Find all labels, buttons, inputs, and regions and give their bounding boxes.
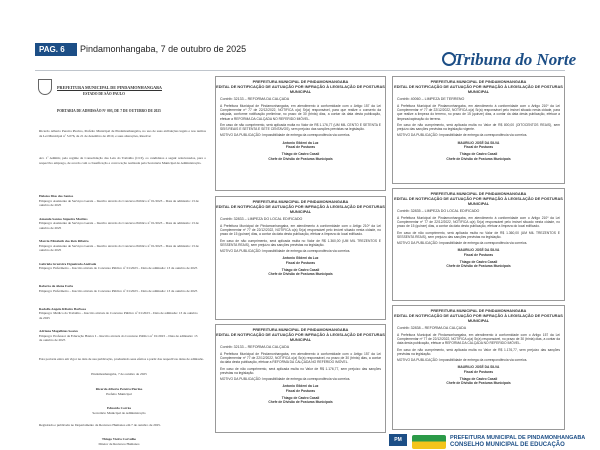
newspaper-logo: Tribuna do Norte bbox=[454, 50, 577, 69]
notice-signature-role: Fiscal de Posturas bbox=[463, 369, 494, 374]
notice-title: PREFEITURA MUNICIPAL DE PINDAMONHANGABA EDITAL DE NOTIFICAÇÃO DE AUTUAÇÃO POR INFRAÇÃO À LEGISLAÇÃO DE POSTURAS MUNICIPAL bbox=[216, 327, 385, 342]
notice-paragraph-1: A Prefeitura Municipal de Pindamonhangaba, em atendimento à conformidade com o Artigo 157 da Lei Complementar nº 77 de 22/12/2022, NOTIFICA o(a) Sr(a) responsável, no prazo de 30 (trinta) dias, a contar da data desta publicação, efetuar a REFORMA DA CALÇADA NO REFERIDO IMÓVEL. bbox=[220, 351, 381, 365]
notice-box bbox=[215, 76, 386, 191]
notice-signature-2: Thiago de Castro Casali bbox=[459, 152, 498, 157]
notice-signature: Antonio Gildeni da Luz bbox=[282, 256, 319, 261]
notice-signature-role: Fiscal de Posturas bbox=[285, 145, 316, 150]
notice-paragraph-2: Em caso de não cumprimento, será aplicada multa no Valor de R$ 1.176,77, sem prejuízo das sanções previstas na legislação. bbox=[397, 347, 560, 356]
signature-hr-director: Thiago Vieira Carvalho bbox=[101, 437, 137, 441]
portaria-header-title: PREFEITURA MUNICIPAL DE PINDAMONHANGABA bbox=[57, 85, 162, 90]
signature-secretary: Eduardo Corrêa bbox=[106, 406, 132, 410]
coat-of-arms-icon bbox=[38, 79, 52, 95]
notice-title: PREFEITURA MUNICIPAL DE PINDAMONHANGABA EDITAL DE NOTIFICAÇÃO DE AUTUAÇÃO POR INFRAÇÃO À LEGISLAÇÃO DE POSTURAS MUNICIPAL bbox=[394, 308, 563, 323]
flag-icon bbox=[412, 435, 446, 449]
notice-contributor: Contrib: 32133 – REFORMA DA CALÇADA bbox=[220, 345, 290, 350]
portaria-header-subtitle: ESTADO DE SÃO PAULO bbox=[83, 92, 125, 96]
notice-signature-role: Fiscal de Posturas bbox=[285, 388, 316, 393]
admission-item bbox=[39, 284, 199, 293]
notice-box bbox=[392, 305, 565, 430]
signature-secretary-role: Secretário Municipal de Administração bbox=[92, 411, 146, 415]
notice-paragraph-1: A Prefeitura Municipal de Pindamonhangaba, em atendimento à conformidade com o Artigo 210º da Lei Complementar nº 77 de 22/12/2022, NOTIFICA o(a) Sr(a) responsável pelo imóvel situado nesta cidade, para que realize a limpeza do terreno, no prazo de 15 (quinze) dias, a contar da data desta publicação, efetuar a limpeza/capinação do terreno. bbox=[397, 103, 560, 121]
pm-logo-badge: PM bbox=[389, 434, 407, 446]
notice-signature-2-role: Chefe de Divisão de Posturas Municipais bbox=[446, 381, 511, 386]
notice-paragraph-3: MOTIVO DA PUBLICAÇÃO: Impossibilidade de entrega da correspondência via correios. bbox=[220, 249, 351, 254]
admission-item-detail: Emprego: Assistente de Serviços Gerais – Inscrito através do Concurso Público nº 01/2023 – Data de admissão: 13 de outubro de 2025 bbox=[39, 221, 199, 230]
notice-paragraph-2: Em caso de não cumprimento, será aplicada multa no Valor de R$ 1.360,00 (UM MIL TREZENTOS E SESSENTA REAIS), sem prejuízo das sanções previstas na legislação. bbox=[397, 230, 560, 239]
notice-signature-role: Fiscal de Posturas bbox=[463, 145, 494, 150]
notice-signature-2-role: Chefe de Divisão de Posturas Municipais bbox=[446, 156, 511, 161]
notice-signature-2-role: Chefe de Divisão de Posturas Municipais bbox=[268, 272, 333, 277]
portaria-closing: Esta portaria entra em vigor na data de sua publicação, produzindo seus efeitos a partir das respectivas datas de admissão. bbox=[39, 357, 205, 361]
notice-contributor: Contrib: 32833 – LIMPEZA DO LOCAL EDIFICADO bbox=[220, 217, 303, 222]
portaria-column bbox=[35, 76, 210, 450]
notice-title: PREFEITURA MUNICIPAL DE PINDAMONHANGABA EDITAL DE NOTIFICAÇÃO DE AUTUAÇÃO POR INFRAÇÃO À LEGISLAÇÃO DE POSTURAS MUNICIPAL bbox=[216, 79, 385, 94]
notice-signature: Antonio Gildeni da Luz bbox=[282, 140, 319, 145]
notice-box bbox=[215, 324, 386, 433]
portaria-title: PORTARIA DE ADMISSÃO Nº 003, DE 7 DE OUTUBRO DE 2025 bbox=[57, 109, 161, 113]
notice-signature-2: Thiago de Castro Casali bbox=[459, 260, 498, 265]
notice-paragraph-1: A Prefeitura Municipal de Pindamonhangaba, em atendimento à conformidade com o Artigo 157 da Lei Complementar nº 77 de 22/12/2022, NOTIFICA o(a) Sr(a) responsável, no prazo de 30 (trinta) dias, a contar da data desta publicação, efetuar a REFORMA DA CALÇADA NO REFERIDO IMÓVEL. bbox=[397, 332, 560, 346]
admission-item-detail: Emprego: Enfermeiro – Inscrito através do Concurso Público nº 01/2023 – Data de admissão: 13 de outubro de 2025 bbox=[39, 288, 198, 293]
admission-item bbox=[39, 194, 199, 208]
cme-banner-line1: PREFEITURA MUNICIPAL DE PINDAMONHANGABA bbox=[450, 435, 586, 441]
signature-mayor-role: Prefeito Municipal bbox=[106, 392, 132, 396]
notice-contributor: Contrib: 32835 – LIMPEZA DO LOCAL EDIFICADO bbox=[397, 209, 480, 214]
admission-item-name: Roberta de Alena Faria bbox=[39, 284, 73, 288]
admission-item bbox=[39, 217, 199, 231]
admission-item bbox=[39, 262, 199, 271]
admission-item-detail: Emprego: Assistente de Serviços Gerais – Inscrito através do Concurso Público nº 01/2023 – Data de admissão: 13 de outubro de 2025 bbox=[39, 198, 199, 207]
header-divider bbox=[35, 70, 565, 71]
portaria-register-note: Registrada e publicada no Departamento de Recursos Humanos em 7 de outubro de 2025. bbox=[39, 423, 161, 427]
notice-title: PREFEITURA MUNICIPAL DE PINDAMONHANGABA EDITAL DE NOTIFICAÇÃO DE AUTUAÇÃO POR INFRAÇÃO À LEGISLAÇÃO DE POSTURAS MUNICIPAL bbox=[394, 79, 563, 94]
notice-title: PREFEITURA MUNICIPAL DE PINDAMONHANGABA EDITAL DE NOTIFICAÇÃO DE AUTUAÇÃO POR INFRAÇÃO À LEGISLAÇÃO DE POSTURAS MUNICIPAL bbox=[216, 199, 385, 214]
notice-signature-2: Thiago de Castro Casali bbox=[459, 377, 498, 382]
notice-contributor: Contrib: 40060 – LIMPEZA DE TERRENO bbox=[397, 97, 465, 102]
notice-signature-role: Fiscal de Posturas bbox=[463, 252, 494, 257]
notice-contributor: Contrib: 32133 – REFORMA DA CALÇADA bbox=[220, 97, 290, 102]
notice-paragraph-3: MOTIVO DA PUBLICAÇÃO: Impossibilidade de entrega da correspondência via correios. bbox=[397, 133, 528, 138]
notice-paragraph-1: A Prefeitura Municipal de Pindamonhangaba, em atendimento à conformidade com o Artigo 157 da Lei Complementar nº 77 de 22/12/2022, NOTIFICA o(a) Sr(a) responsável, para que realize o conserto da calçada, conforme notificação preliminar, no prazo de 30 (trinta) dias, a contar da data desta publicação, efetuar a REFORMA DA CALÇADA NO REFERIDO IMÓVEL. bbox=[220, 103, 381, 121]
notice-paragraph-3: MOTIVO DA PUBLICAÇÃO: Impossibilidade de entrega da correspondência via correios. bbox=[397, 358, 528, 363]
notice-signature: MAURILIO JOSÉ DA SILVA bbox=[457, 140, 500, 145]
portaria-city-date: Pindamonhangaba, 7 de outubro de 2025 bbox=[91, 372, 147, 376]
admission-item-name: Adriana Magalhães Soares bbox=[39, 329, 78, 333]
notice-box bbox=[392, 188, 565, 301]
cme-banner-line2: CONSELHO MUNICIPAL DE EDUCAÇÃO bbox=[450, 442, 565, 448]
notice-paragraph-1: A Prefeitura Municipal de Pindamonhangaba, em atendimento à conformidade com o Artigo 210º da Lei Complementar nº 77 de 22/12/2022, NOTIFICA o(a) Sr(a) responsável pelo imóvel situado nesta cidade, no prazo de 15 (quinze) dias, a contar da data desta publicação, efetuar a limpeza do local edificado. bbox=[397, 215, 560, 229]
notice-contributor: Contrib: 32838 – REFORMA DA CALÇADA bbox=[397, 326, 467, 331]
notice-signature-2: Thiago de Castro Casali bbox=[281, 268, 320, 273]
notice-paragraph-2: Em caso de não cumprimento, será aplicada multa no Valor de R$ 800,00 (OITOCENTOS REAIS), sem prejuízo das sanções previstas na legislação vigente. bbox=[397, 122, 560, 132]
admission-item-detail: Emprego: Enfermeiro – Inscrito através do Concurso Público nº 01/2023 – Data de admissão: 13 de outubro de 2025 bbox=[39, 266, 198, 270]
notice-paragraph-3: MOTIVO DA PUBLICAÇÃO: Impossibilidade de entrega da correspondência via correios. bbox=[397, 241, 528, 246]
notice-signature-2: Thiago de Castro Casali bbox=[281, 396, 320, 401]
admission-item-name: Marcia Elizabeth dos Reis Ribeiro bbox=[39, 239, 89, 243]
dateline: Pindamonhangaba, 7 de outubro de 2025 bbox=[80, 44, 247, 54]
admission-item-name: Heloísa Dias dos Santos bbox=[39, 194, 74, 198]
notice-signature-2: Thiago de Castro Casali bbox=[281, 152, 320, 157]
notice-signature: MAURILIO JOSÉ DA SILVA bbox=[457, 365, 500, 370]
notice-signature-2-role: Chefe de Divisão de Posturas Municipais bbox=[268, 400, 333, 405]
portaria-intro: Ricardo Alberto Pereira Piorino, Prefeito Municipal de Pindamonhangaba, no uso de suas atribuições legais e nos termos da Lei Municipal nº 5.076, de 21 de dezembro de 2010, e suas alterações, Resolve: bbox=[39, 129, 206, 138]
admission-item-name: Amanda Santos Siqueira Martins bbox=[39, 216, 88, 221]
page-number-tag: PAG. 6 bbox=[35, 43, 77, 56]
admission-item-name: Rodolfo Angelo Ribeiro Barbosa bbox=[39, 306, 86, 311]
notice-signature: MAURILIO JOSÉ DA SILVA bbox=[457, 248, 500, 253]
admission-item-name: Gabriela Granvira Figueiredo Andrade bbox=[39, 261, 97, 266]
admission-item bbox=[39, 239, 199, 253]
notice-paragraph-3: MOTIVO DA PUBLICAÇÃO: Impossibilidade de entrega da correspondência via correios. bbox=[220, 133, 351, 138]
notice-signature-role: Fiscal de Posturas bbox=[285, 260, 316, 265]
admission-item-detail: Emprego: Médico do Trabalho – Inscrito através do Concurso Público nº 01/2023 – Data de admissão: 13 de outubro de 2025 bbox=[39, 311, 198, 320]
notice-paragraph-2: Em caso de não cumprimento, será aplicada multa no Valor de R$ 1.176,77, sem prejuízo das sanções previstas na legislação. bbox=[220, 366, 381, 375]
signature-mayor: Ricardo Alberto Pereira Piorino bbox=[95, 387, 143, 391]
notice-title: PREFEITURA MUNICIPAL DE PINDAMONHANGABA EDITAL DE NOTIFICAÇÃO DE AUTUAÇÃO POR INFRAÇÃO À LEGISLAÇÃO DE POSTURAS MUNICIPAL bbox=[394, 191, 563, 206]
notice-signature: Antonio Gildeni da Luz bbox=[282, 384, 319, 389]
notice-paragraph-2: Em caso de não cumprimento, será aplicada multa no Valor de R$ 1.176,77 (UM MIL CENTO E SETENTA E SEIS REAIS E SETENTA E SETE CENTAVOS), sem prejuízo das sanções previstas na legislação. bbox=[220, 122, 381, 132]
signature-hr-director-role: Diretor de Recursos Humanos bbox=[98, 442, 140, 446]
notice-paragraph-3: MOTIVO DA PUBLICAÇÃO: Impossibilidade de entrega da correspondência via correios. bbox=[220, 377, 351, 382]
admission-item bbox=[39, 329, 199, 343]
portaria-article-1: Art. 1º Admitir, pelo regime da Consolidação das Leis do Trabalho (CLT), os candidatos a seguir relacionados, para o respectivo emprego, de acordo com a classificação e convocação realizada pela Secretaria Municipal de Administração. bbox=[39, 156, 206, 165]
notice-box bbox=[215, 196, 386, 320]
admission-item bbox=[39, 307, 199, 321]
cme-banner bbox=[410, 433, 586, 450]
notice-paragraph-2: Em caso de não cumprimento, será aplicada multa no Valor de R$ 1.360,00 (UM MIL TREZENTOS E SESSENTA REAIS), sem prejuízo das sanções previstas na legislação. bbox=[220, 238, 381, 247]
admission-item-detail: Emprego: Assistente de Serviços Gerais – Inscrito através do Concurso Público nº 01/2023 – Data de admissão: 13 de outubro de 2025 bbox=[39, 243, 199, 252]
notice-paragraph-1: A Prefeitura Municipal de Pindamonhangaba, em atendimento à conformidade com o Artigo 210º da Lei Complementar nº 77 de 22/12/2022, NOTIFICA o(a) Sr(a) responsável pelo imóvel situado nesta cidade, no prazo de 15 (quinze) dias, a contar da data desta publicação, efetuar a limpeza do local edificado. bbox=[220, 223, 381, 237]
notice-box bbox=[392, 76, 565, 184]
admission-item-detail: Emprego: Professor de Educação Básica I – Inscrito através do Concurso Público nº 01/2023 – Data de admissão: 13 de outubro de 2025 bbox=[39, 333, 198, 342]
notice-signature-2-role: Chefe de Divisão de Posturas Municipais bbox=[268, 156, 333, 161]
notice-signature-2-role: Chefe de Divisão de Posturas Municipais bbox=[446, 264, 511, 269]
page-header bbox=[0, 0, 600, 72]
